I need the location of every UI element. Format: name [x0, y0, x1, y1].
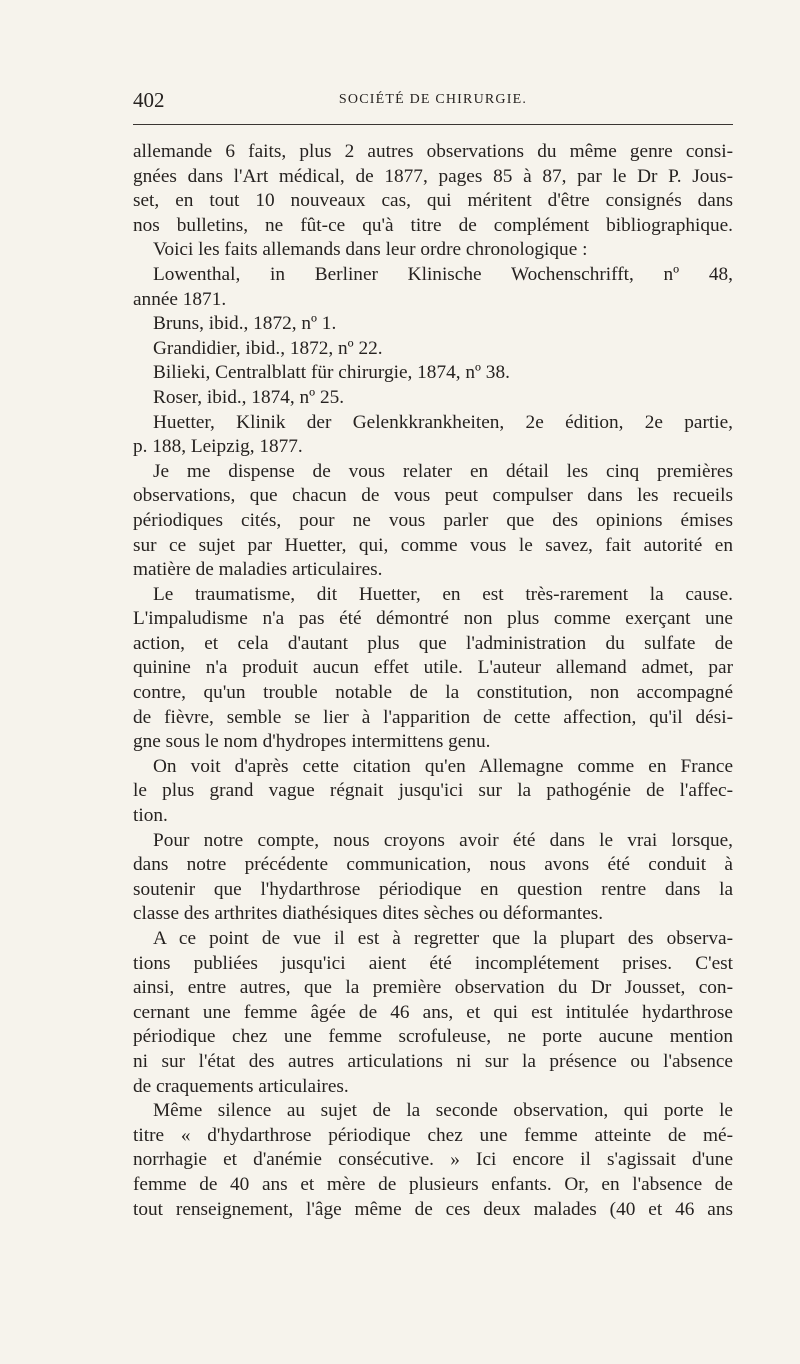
- text-line: cernant une femme âgée de 46 ans, et qui est intitulée hydarthrose: [133, 1001, 733, 1023]
- text-line: On voit d'après cette citation qu'en Allemagne comme en France: [153, 755, 733, 777]
- text-line: tout renseignement, l'âge même de ces deux malades (40 et 46 ans: [133, 1198, 733, 1220]
- text-line: ainsi, entre autres, que la première observation du Dr Jousset, con-: [133, 977, 733, 999]
- text-line: tions publiées jusqu'ici aient été incomplétement prises. C'est: [133, 952, 733, 974]
- text-line: titre « d'hydarthrose périodique chez une femme atteinte de mé-: [133, 1124, 733, 1146]
- text-line: de fièvre, semble se lier à l'apparition de cette affection, qu'il dési-: [133, 706, 733, 728]
- running-head: SOCIÉTÉ DE CHIRURGIE.: [338, 92, 528, 107]
- text-line: périodique chez une femme scrofuleuse, ne porte aucune mention: [133, 1026, 733, 1048]
- text-line: Bilieki, Centralblatt für chirurgie, 1874, nº 38.: [153, 362, 510, 384]
- text-line: classe des arthrites diathésiques dites sèches ou déformantes.: [133, 903, 604, 925]
- text-line: action, et cela d'autant plus que l'administration du sulfate de: [133, 632, 733, 654]
- text-line: de craquements articulaires.: [133, 1075, 349, 1097]
- text-line: contre, qu'un trouble notable de la constitution, non accompagné: [133, 682, 733, 704]
- text-line: femme de 40 ans et mère de plusieurs enfants. Or, en l'absence de: [133, 1173, 733, 1195]
- text-line: Roser, ibid., 1874, nº 25.: [153, 386, 345, 408]
- text-line: année 1871.: [133, 288, 227, 310]
- text-line: le plus grand vague régnait jusqu'ici sur la pathogénie de l'affec-: [133, 780, 733, 802]
- text-line: périodiques cités, pour ne vous parler que des opinions émises: [133, 509, 733, 531]
- text-line: Je me dispense de vous relater en détail les cinq premières: [153, 460, 733, 482]
- text-line: Huetter, Klinik der Gelenkkrankheiten, 2e édition, 2e partie,: [153, 411, 733, 433]
- text-line: A ce point de vue il est à regretter que la plupart des observa-: [153, 928, 733, 949]
- body-text: [133, 140, 733, 1222]
- header-rule: [133, 124, 733, 125]
- text-line: Le traumatisme, dit Huetter, en est très-rarement la cause.: [153, 583, 733, 605]
- text-line: norrhagie et d'anémie consécutive. » Ici encore il s'agissait d'une: [133, 1149, 733, 1171]
- text-line: gne sous le nom d'hydropes intermittens genu.: [133, 731, 491, 753]
- text-line: Même silence au sujet de la seconde observation, qui porte le: [153, 1100, 733, 1122]
- text-line: quinine n'a produit aucun effet utile. L'auteur allemand admet, par: [133, 657, 733, 679]
- text-line: tion.: [133, 805, 168, 827]
- text-line: Bruns, ibid., 1872, nº 1.: [153, 313, 337, 335]
- page-number: 402: [133, 88, 165, 112]
- text-line: observations, que chacun de vous peut compulser dans les recueils: [133, 485, 733, 507]
- text-line: nos bulletins, ne fût-ce qu'à titre de complément bibliographique.: [133, 214, 733, 236]
- page-header: [133, 88, 733, 114]
- text-line: ni sur l'état des autres articulations ni sur la présence ou l'absence: [133, 1050, 733, 1072]
- text-line: matière de maladies articulaires.: [133, 559, 383, 581]
- text-line: Pour notre compte, nous croyons avoir été dans le vrai lorsque,: [153, 829, 733, 851]
- text-line: sur ce sujet par Huetter, qui, comme vous le savez, fait autorité en: [133, 534, 733, 556]
- text-line: gnées dans l'Art médical, de 1877, pages 85 à 87, par le Dr P. Jous-: [133, 165, 733, 187]
- text-line: allemande 6 faits, plus 2 autres observations du même genre consi-: [133, 141, 733, 162]
- text-line: soutenir que l'hydarthrose périodique en question rentre dans la: [133, 878, 733, 900]
- text-line: Voici les faits allemands dans leur ordre chronologique :: [153, 239, 588, 261]
- text-line: dans notre précédente communication, nous avons été conduit à: [133, 854, 733, 876]
- text-line: Grandidier, ibid., 1872, nº 22.: [153, 337, 383, 359]
- text-line: L'impaludisme n'a pas été démontré non plus comme exerçant une: [133, 608, 733, 630]
- text-line: Lowenthal, in Berliner Klinische Wochenschrifft, nº 48,: [153, 263, 733, 285]
- text-line: set, en tout 10 nouveaux cas, qui méritent d'être consignés dans: [133, 190, 733, 212]
- text-line: p. 188, Leipzig, 1877.: [133, 436, 303, 458]
